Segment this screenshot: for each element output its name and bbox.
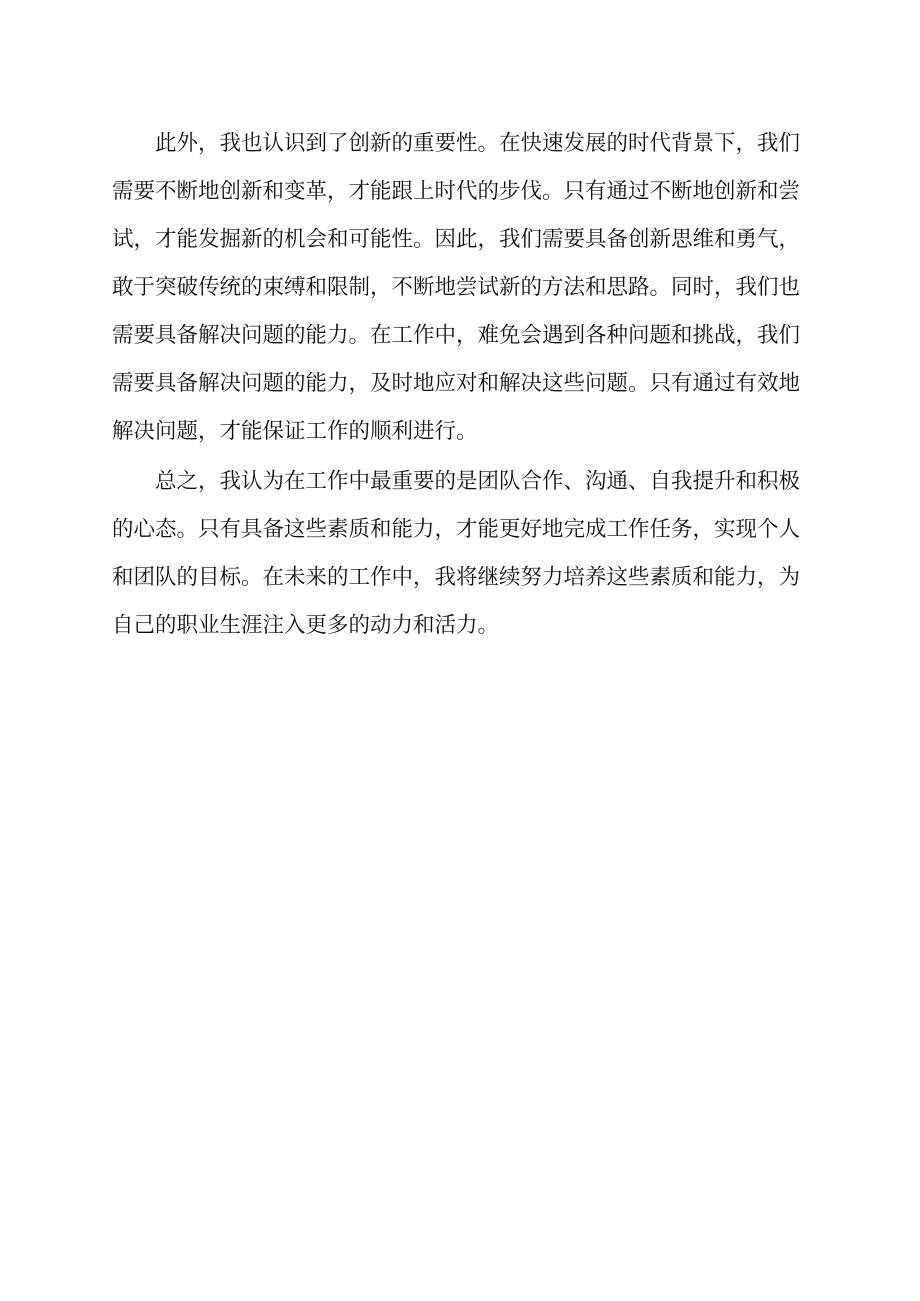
document-body — [112, 120, 808, 650]
paragraph-line: 需要具备解决问题的能力，及时地应对和解决这些问题。只有通过有效地 — [112, 371, 801, 396]
paragraph-line: 解决问题，才能保证工作的顺利进行。 — [112, 419, 478, 444]
paragraph-line: 试，才能发掘新的机会和可能性。因此，我们需要具备创新思维和勇气， — [112, 227, 801, 252]
paragraph-line: 需要具备解决问题的能力。在工作中，难免会遇到各种问题和挑战，我们 — [112, 323, 801, 348]
paragraph-line: 总之，我认为在工作中最重要的是团队合作、沟通、自我提升和积极 — [155, 469, 801, 494]
paragraph-line: 需要不断地创新和变革，才能跟上时代的步伐。只有通过不断地创新和尝 — [112, 179, 801, 204]
paragraph-conclusion — [112, 458, 808, 650]
paragraph-line: 敢于突破传统的束缚和限制，不断地尝试新的方法和思路。同时，我们也 — [112, 275, 801, 300]
paragraph-line: 自己的职业生涯注入更多的动力和活力。 — [112, 613, 500, 638]
paragraph-line: 和团队的目标。在未来的工作中，我将继续努力培养这些素质和能力，为 — [112, 565, 801, 590]
paragraph-line: 的心态。只有具备这些素质和能力，才能更好地完成工作任务，实现个人 — [112, 517, 801, 542]
paragraph-innovation — [112, 120, 808, 456]
paragraph-line: 此外，我也认识到了创新的重要性。在快速发展的时代背景下，我们 — [155, 131, 801, 156]
